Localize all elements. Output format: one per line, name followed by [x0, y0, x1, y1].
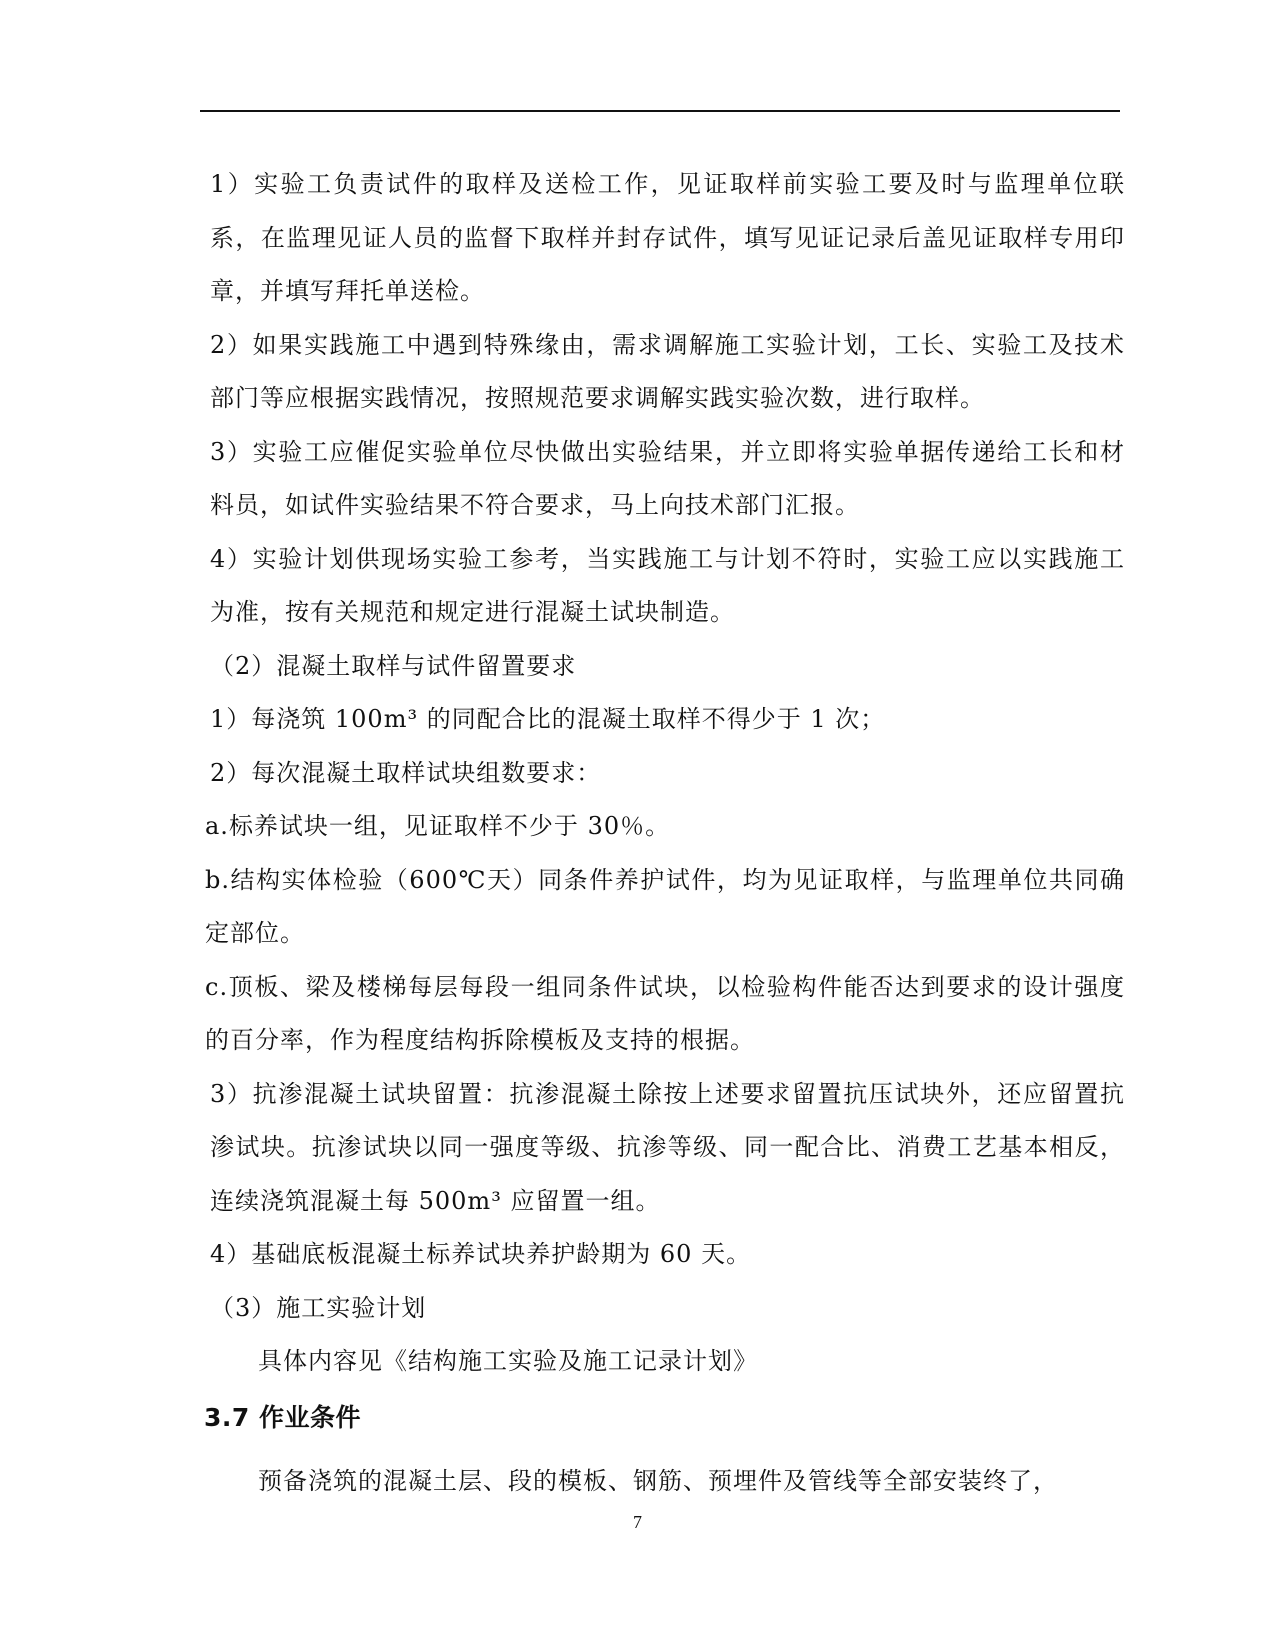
paragraph-plan-detail: 具体内容见《结构施工实验及施工记录计划》: [258, 1347, 758, 1375]
paragraph-impermeability: 3）抗渗混凝土试块留置：抗渗混凝土除按上述要求留置抗压试块外，还应留置抗渗试块。抗渗试块以同一强度等级、抗渗等级、同一配合比、消费工艺基本相反，连续浇筑混凝土每 500m³ 应留置一组。: [210, 1079, 1125, 1215]
list-item-sampling-frequency: 1）每浇筑 100m³ 的同配合比的混凝土取样不得少于 1 次；: [210, 705, 886, 733]
paragraph-sampling-duty: 1）实验工负责试件的取样及送检工作，见证取样前实验工要及时与监理单位联系，在监理见证人员的监督下取样并封存试件，填写见证记录后盖见证取样专用印章，并填写拜托单送检。: [210, 170, 1125, 305]
subheading-sampling-requirements: （2）混凝土取样与试件留置要求: [210, 651, 577, 680]
page-number: 7: [633, 1512, 642, 1532]
list-item-same-condition: c.顶板、梁及楼梯每层每段一组同条件试块，以检验构件能否达到要求的设计强度的百分率，作为程度结构拆除模板及支持的根据。: [205, 972, 1125, 1054]
list-item-curing-age: 4）基础底板混凝土标养试块养护龄期为 60 天。: [210, 1240, 752, 1268]
list-item-structural-entity: b.结构实体检验（600℃天）同条件养护试件，均为见证取样，与监理单位共同确定部位。: [205, 865, 1125, 947]
paragraph-result-reporting: 3）实验工应催促实验单位尽快做出实验结果，并立即将实验单据传递给工长和材料员，如试件实验结果不符合要求，马上向技术部门汇报。: [210, 437, 1125, 519]
document-body: [204, 158, 1125, 1508]
list-item-specimen-groups: 2）每次混凝土取样试块组数要求：: [210, 758, 602, 787]
section-body: 预备浇筑的混凝土层、段的模板、钢筋、预埋件及管线等全部安装终了，: [258, 1466, 1058, 1495]
subheading-test-plan: （3）施工实验计划: [210, 1293, 427, 1322]
list-item-standard-curing: a.标养试块一组，见证取样不少于 30％。: [205, 812, 671, 840]
paragraph-plan-adjustment: 2）如果实践施工中遇到特殊缘由，需求调解施工实验计划，工长、实验工及技术部门等应根据实践情况，按照规范要求调解实践实验次数，进行取样。: [210, 330, 1125, 412]
paragraph-plan-reference: 4）实验计划供现场实验工参考，当实践施工与计划不符时，实验工应以实践施工为准，按有关规范和规定进行混凝土试块制造。: [210, 544, 1125, 626]
section-heading: 3.7 作业条件: [204, 1402, 361, 1432]
header-rule: [200, 110, 1120, 112]
